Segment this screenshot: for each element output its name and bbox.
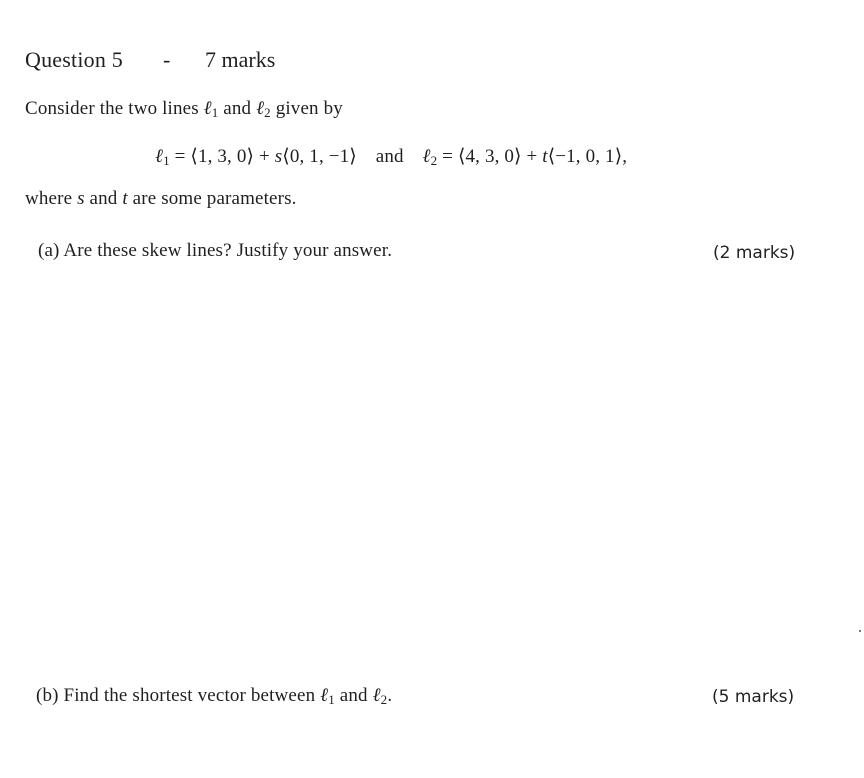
- part-b-line1-symbol: ℓ: [320, 685, 329, 706]
- eq-line1-symbol: ℓ: [155, 146, 164, 167]
- intro-suffix: given by: [270, 98, 343, 119]
- line1-subscript: 1: [211, 105, 219, 120]
- where-suffix: are some parameters.: [127, 188, 297, 209]
- question-title: Question 5: [25, 47, 123, 72]
- where-t: t: [122, 188, 128, 209]
- part-b-line2-symbol: ℓ: [372, 685, 381, 706]
- intro-and: and: [218, 98, 257, 119]
- eq-line1-subscript: 1: [163, 153, 170, 168]
- part-b-end: .: [387, 685, 393, 706]
- line-equations: [155, 145, 627, 169]
- eq-param-t: t: [542, 146, 548, 167]
- eq-param-s: s: [274, 146, 283, 167]
- where-s: s: [77, 188, 85, 209]
- part-b-question: [36, 685, 392, 708]
- part-b-label: (b): [36, 685, 59, 706]
- part-a-label: (a): [38, 240, 60, 261]
- part-a-question: [38, 240, 392, 262]
- part-a-text: Are these skew lines? Justify your answer.: [59, 240, 393, 261]
- line1-symbol: ℓ: [203, 98, 212, 119]
- eq-conjunction: and: [375, 146, 404, 167]
- eq-line1-rhs-a: = ⟨1, 3, 0⟩ +: [169, 146, 275, 167]
- eq-line1-rhs-b: ⟨0, 1, −1⟩: [282, 146, 357, 167]
- part-a-marks: (2 marks): [713, 243, 796, 263]
- where-mid: and: [84, 188, 123, 209]
- part-b-line1-subscript: 1: [328, 692, 335, 707]
- intro-prefix: Consider the two lines: [25, 98, 204, 119]
- part-b-marks: (5 marks): [712, 687, 795, 707]
- intro-text: [25, 98, 343, 121]
- line2-subscript: 2: [264, 105, 271, 120]
- eq-line2-subscript: 2: [430, 153, 438, 168]
- part-b-line2-subscript: 2: [380, 692, 388, 707]
- where-text: [25, 188, 297, 210]
- where-prefix: where: [25, 188, 78, 209]
- eq-line2-rhs-a: = ⟨4, 3, 0⟩ +: [437, 146, 543, 167]
- question-separator: -: [163, 47, 171, 72]
- scan-speck: [859, 630, 861, 632]
- part-b-text: Find the shortest vector between: [58, 685, 321, 706]
- eq-line2-symbol: ℓ: [422, 146, 431, 167]
- part-b-and: and: [334, 685, 373, 706]
- question-marks: 7 marks: [205, 47, 276, 72]
- eq-line2-rhs-b: ⟨−1, 0, 1⟩,: [547, 146, 628, 167]
- line2-symbol: ℓ: [256, 98, 265, 119]
